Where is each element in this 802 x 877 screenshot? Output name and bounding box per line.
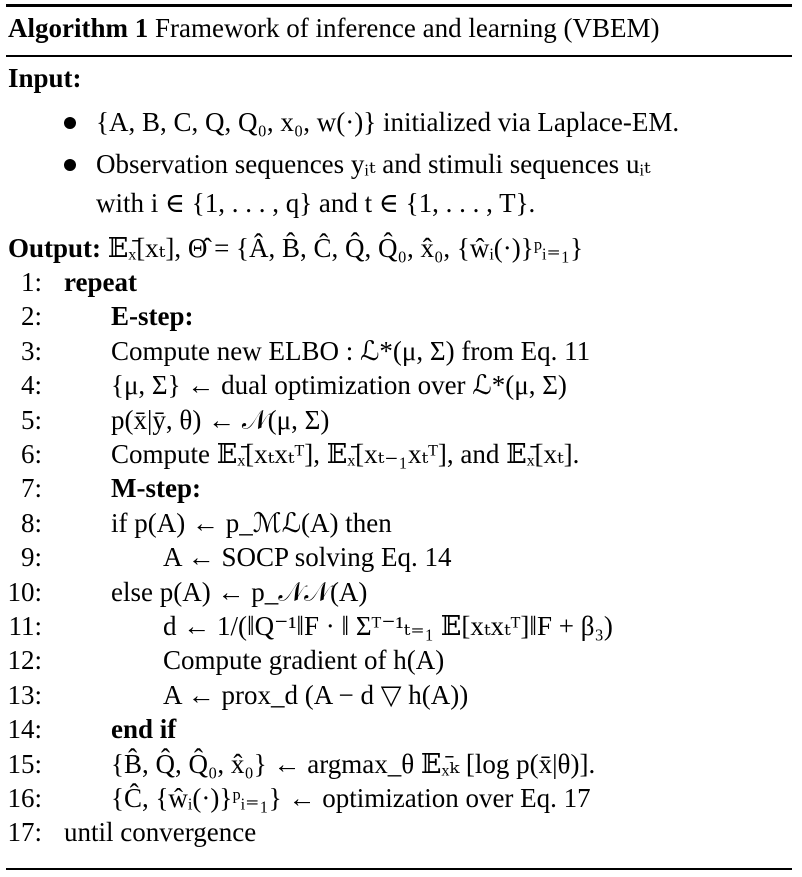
header-rule xyxy=(6,55,792,57)
top-rule xyxy=(6,4,792,7)
bullet-icon xyxy=(64,159,76,171)
step-number: 13: xyxy=(7,680,42,710)
step-text: {B̂, Q̂, Q̂₀, x̂₀} ← argmax_θ 𝔼ₓ̄ₖ [log p(x̄|θ)]. xyxy=(111,749,596,779)
step-number: 14: xyxy=(7,714,42,744)
step-text: Compute gradient of h(A) xyxy=(163,645,445,675)
algorithm-header xyxy=(8,12,660,44)
step-text: else p(A) ← p_𝒩𝒩(A) xyxy=(111,577,368,607)
step-text: M-step: xyxy=(111,473,201,503)
step-text: {μ, Σ} ← dual optimization over ℒ*(μ, Σ) xyxy=(111,370,567,400)
bullet-icon xyxy=(64,117,76,129)
step-text: E-step: xyxy=(111,301,194,331)
step-number: 8: xyxy=(20,508,42,538)
step-number: 16: xyxy=(7,783,42,813)
algorithm-label: Algorithm 1 xyxy=(8,13,149,43)
step-text: {Ĉ, {ŵᵢ(·)}ᵖᵢ₌₁} ← optimization over Eq. 17 xyxy=(111,783,591,813)
output-line xyxy=(8,232,583,264)
input-bullet-2-line-1: Observation sequences yᵢₜ and stimuli sequences uᵢₜ xyxy=(96,149,651,179)
input-bullet-2-line-2: with i ∈ {1, . . . , q} and t ∈ {1, . . . , T}. xyxy=(96,188,536,218)
step-number: 12: xyxy=(7,645,42,675)
step-number: 10: xyxy=(7,577,42,607)
step-number: 2: xyxy=(20,301,42,331)
algorithm-title: Framework of inference and learning (VBEM) xyxy=(154,13,660,43)
step-text: A ← prox_d (A − d ▽ h(A)) xyxy=(163,680,469,710)
output-text: 𝔼ₓ̄[xₜ], Θ̂ = {Â, B̂, Ĉ, Q̂, Q̂₀, x̂₀, {ŵᵢ(·)}ᵖᵢ₌₁} xyxy=(107,233,584,263)
step-number: 3: xyxy=(20,336,42,366)
step-number: 6: xyxy=(20,439,42,469)
step-number: 9: xyxy=(20,542,42,572)
step-text: until convergence xyxy=(64,817,257,847)
output-label: Output: xyxy=(8,233,102,263)
step-text: p(x̄|ȳ, θ) ← 𝒩(μ, Σ) xyxy=(111,405,330,435)
step-number: 5: xyxy=(20,405,42,435)
step-text: Compute 𝔼ₓ̄[xₜxₜᵀ], 𝔼ₓ̄[xₜ₋₁xₜᵀ], and 𝔼ₓ̄[xₜ]. xyxy=(111,439,580,469)
step-text: if p(A) ← p_ℳℒ(A) then xyxy=(111,508,392,538)
step-number: 15: xyxy=(7,749,42,779)
step-number: 17: xyxy=(7,817,42,847)
step-text: A ← SOCP solving Eq. 14 xyxy=(163,542,452,572)
step-text: repeat xyxy=(64,267,137,297)
step-number: 1: xyxy=(20,267,42,297)
step-number: 7: xyxy=(20,473,42,503)
step-number: 4: xyxy=(20,370,42,400)
step-number: 11: xyxy=(8,611,42,641)
input-bullet-1: {A, B, C, Q, Q₀, x₀, w(·)} initialized via Laplace-EM. xyxy=(96,107,680,137)
step-text: Compute new ELBO : ℒ*(μ, Σ) from Eq. 11 xyxy=(111,336,591,366)
bottom-rule xyxy=(6,868,792,870)
step-text: end if xyxy=(111,714,177,744)
input-label: Input: xyxy=(8,63,82,93)
step-text: d ← 1/(‖Q⁻¹‖F · ‖ Σᵀ⁻¹ₜ₌₁ 𝔼[xₜxₜᵀ]‖F + β₃) xyxy=(163,611,613,641)
